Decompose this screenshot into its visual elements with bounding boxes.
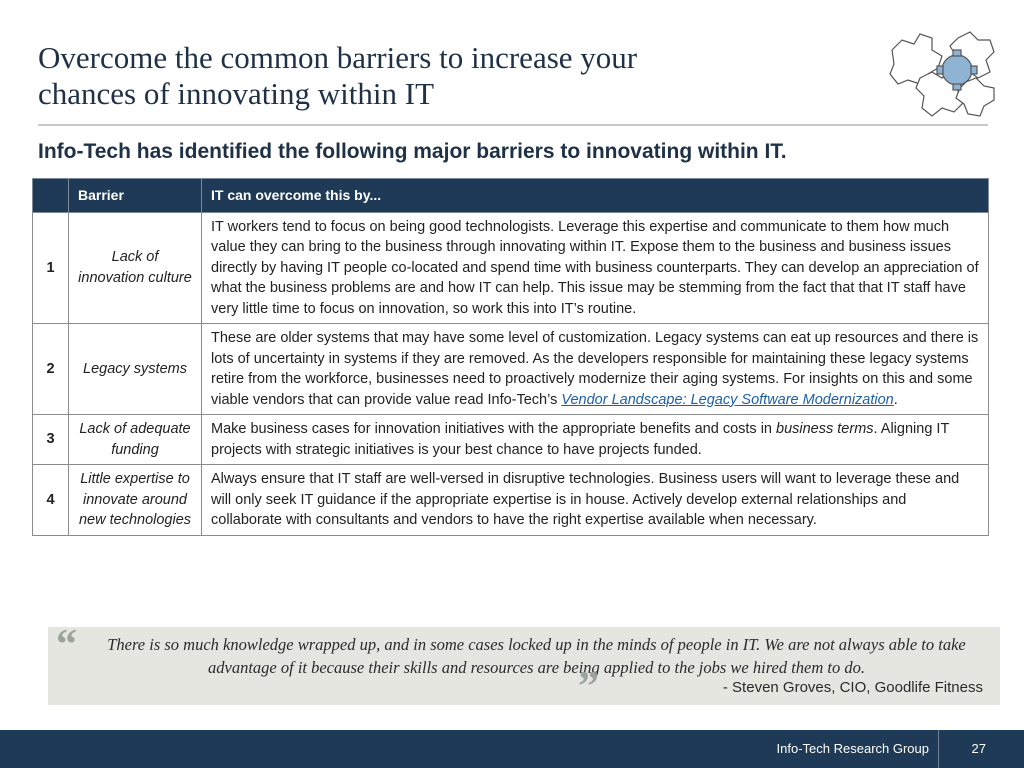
footer-bar (0, 730, 1024, 768)
vendor-landscape-link[interactable]: Vendor Landscape: Legacy Software Modernization (561, 391, 894, 408)
row-description-emphasis: business terms (776, 421, 874, 437)
close-quote-icon: ” (578, 664, 599, 710)
barriers-table (32, 178, 989, 536)
gears-icon (880, 28, 1000, 123)
slide-title (38, 40, 838, 112)
row-barrier: Little expertise to innovate around new technologies (69, 465, 202, 536)
header-barrier: Barrier (69, 179, 202, 213)
title-line-1: Overcome the common barriers to increase your (38, 40, 638, 75)
row-number: 1 (33, 212, 69, 324)
table-row (33, 415, 989, 465)
row-number: 2 (33, 324, 69, 415)
quote-box (48, 622, 1000, 710)
header-num (33, 179, 69, 213)
footer-divider (938, 730, 939, 768)
row-description-text: Make business cases for innovation initiatives with the appropriate benefits and costs in (211, 421, 777, 437)
row-description-end: . (893, 391, 898, 408)
quote-text: There is so much knowledge wrapped up, and in some cases locked up in the minds of people in IT. We are not always able to take advantage of it because their skills and resources are being applied to the jobs we hired them to do. (107, 635, 966, 677)
table-row (33, 324, 989, 415)
title-divider (38, 124, 988, 126)
row-description-text: These are older systems that may have some level of customization. Legacy systems can eat up resources and there is lots of uncertainty in systems if they are removed. As the developers responsible for maintaining these legacy systems retire from the workforce, businesses need to proactively modernize their aging systems. For insights on this and some viable vendors that can provide value read Info-Tech’s (211, 330, 979, 408)
quote-attribution: - Steven Groves, CIO, Goodlife Fitness (722, 679, 983, 696)
row-number: 3 (33, 415, 69, 465)
row-description: IT workers tend to focus on being good technologists. Leverage this expertise and communicate to them how much value they can bring to the business through innovating within IT. Expose them to the business and business issues directly by having IT people co-located and spend time with business counterparts. They can develop an appreciation of what the business problems are and how IT can help. This issue may be stemming from the fact that that IT staff have very little time to focus on innovation, so work this into IT’s routine. (202, 212, 989, 324)
row-description: Always ensure that IT staff are well-versed in disruptive technologies. Business users will want to leverage these and will only seek IT guidance if the appropriate expertise is in house. Actively develop external relationships and collaborate with consultants and vendors to have the right expertise available when necessary. (202, 465, 989, 536)
table-row (33, 465, 989, 536)
highlight-gear (942, 55, 972, 85)
row-barrier: Legacy systems (69, 324, 202, 415)
row-description-end: . Aligning IT projects with strategic initiatives is your best chance to have projects funded. (211, 421, 950, 458)
row-description (202, 324, 989, 415)
page-number: 27 (971, 741, 986, 756)
footer-company: Info-Tech Research Group (776, 741, 929, 756)
row-barrier: Lack of adequate funding (69, 415, 202, 465)
row-description (202, 415, 989, 465)
open-quote-icon: “ (56, 622, 77, 668)
row-number: 4 (33, 465, 69, 536)
header-solution: IT can overcome this by... (202, 179, 989, 213)
table-header-row (33, 179, 989, 213)
title-line-2: chances of innovating within IT (38, 76, 435, 111)
subtitle: Info-Tech has identified the following major barriers to innovating within IT. (38, 140, 787, 163)
row-barrier: Lack of innovation culture (69, 212, 202, 324)
table-row (33, 212, 989, 324)
